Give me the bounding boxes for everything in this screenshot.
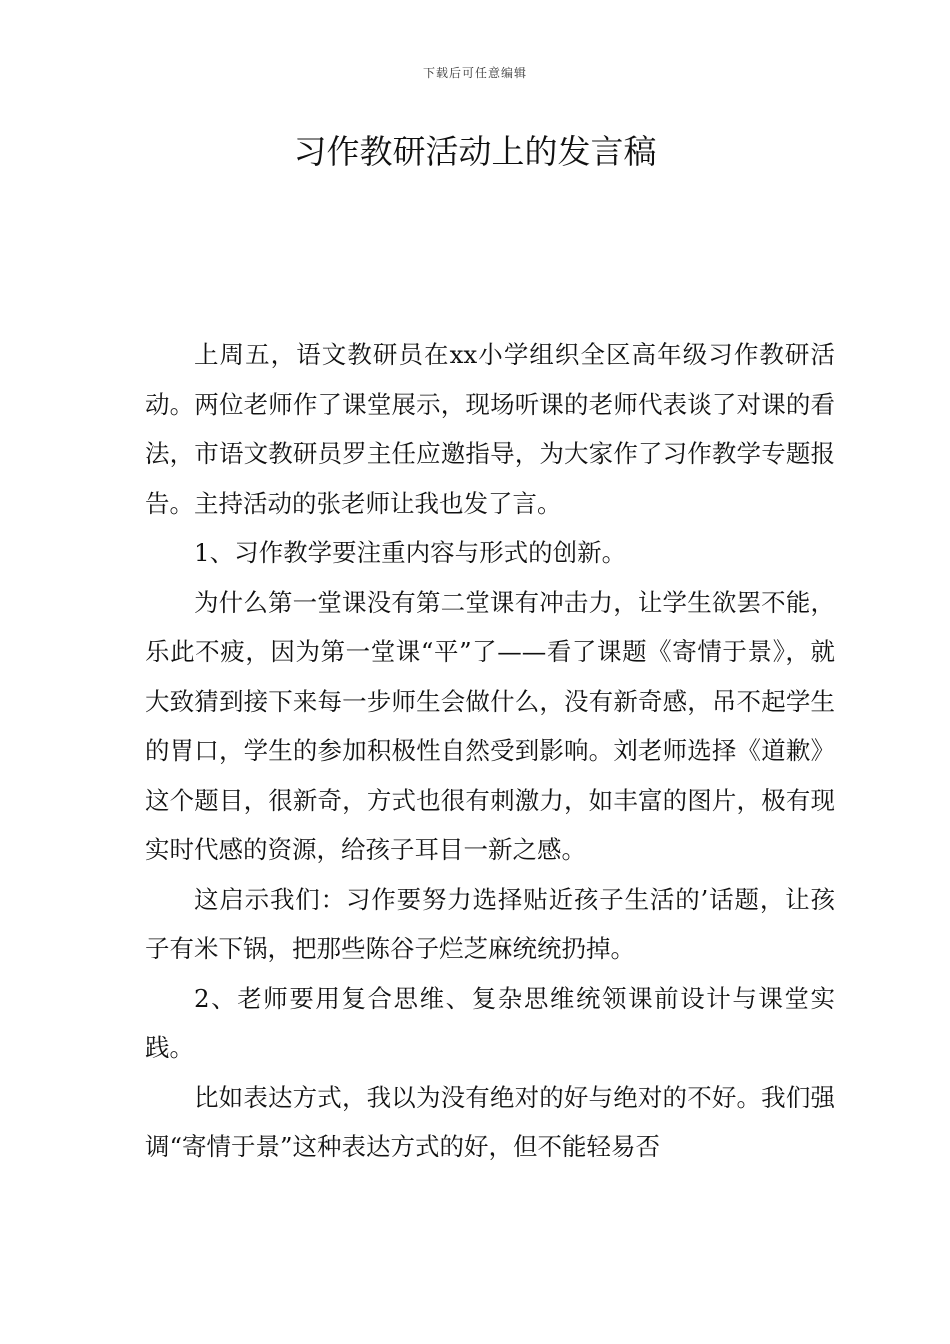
document-body [145, 330, 835, 1172]
paragraph: 这启示我们：习作要努力选择贴近孩子生活的’话题，让孩子有米下锅，把那些陈谷子烂芝麻统统扔掉。 [145, 884, 835, 963]
header-note: 下载后可任意编辑 [422, 66, 527, 80]
paragraph: 1、习作教学要注重内容与形式的创新。 [194, 538, 627, 567]
document-title: 习作教研活动上的发言稿 [293, 132, 657, 171]
paragraph: 2、老师要用复合思维、复杂思维统领课前设计与课堂实践。 [145, 983, 835, 1062]
paragraph: 为什么第一堂课没有第二堂课有冲击力，让学生欲罢不能，乐此不疲，因为第一堂课“平”了——看了课题《寄情于景》，就大致猜到接下来每一步师生会做什么，没有新奇感，吊不起学生的胃口，学生的参加积极性自然受到影响。刘老师选择《道歉》这个题目，很新奇，方式也很有刺激力，如丰富的图片，极有现实时代感的资源，给孩子耳目一新之感。 [145, 587, 835, 864]
paragraph: 比如表达方式，我以为没有绝对的好与绝对的不好。我们强调“寄情于景”这种表达方式的好，但不能轻易否 [145, 1082, 835, 1161]
paragraph: 上周五，语文教研员在xx小学组织全区高年级习作教研活动。两位老师作了课堂展示，现场听课的老师代表谈了对课的看法，市语文教研员罗主任应邀指导，为大家作了习作教学专题报告。主持活动的张老师让我也发了言。 [145, 340, 835, 518]
